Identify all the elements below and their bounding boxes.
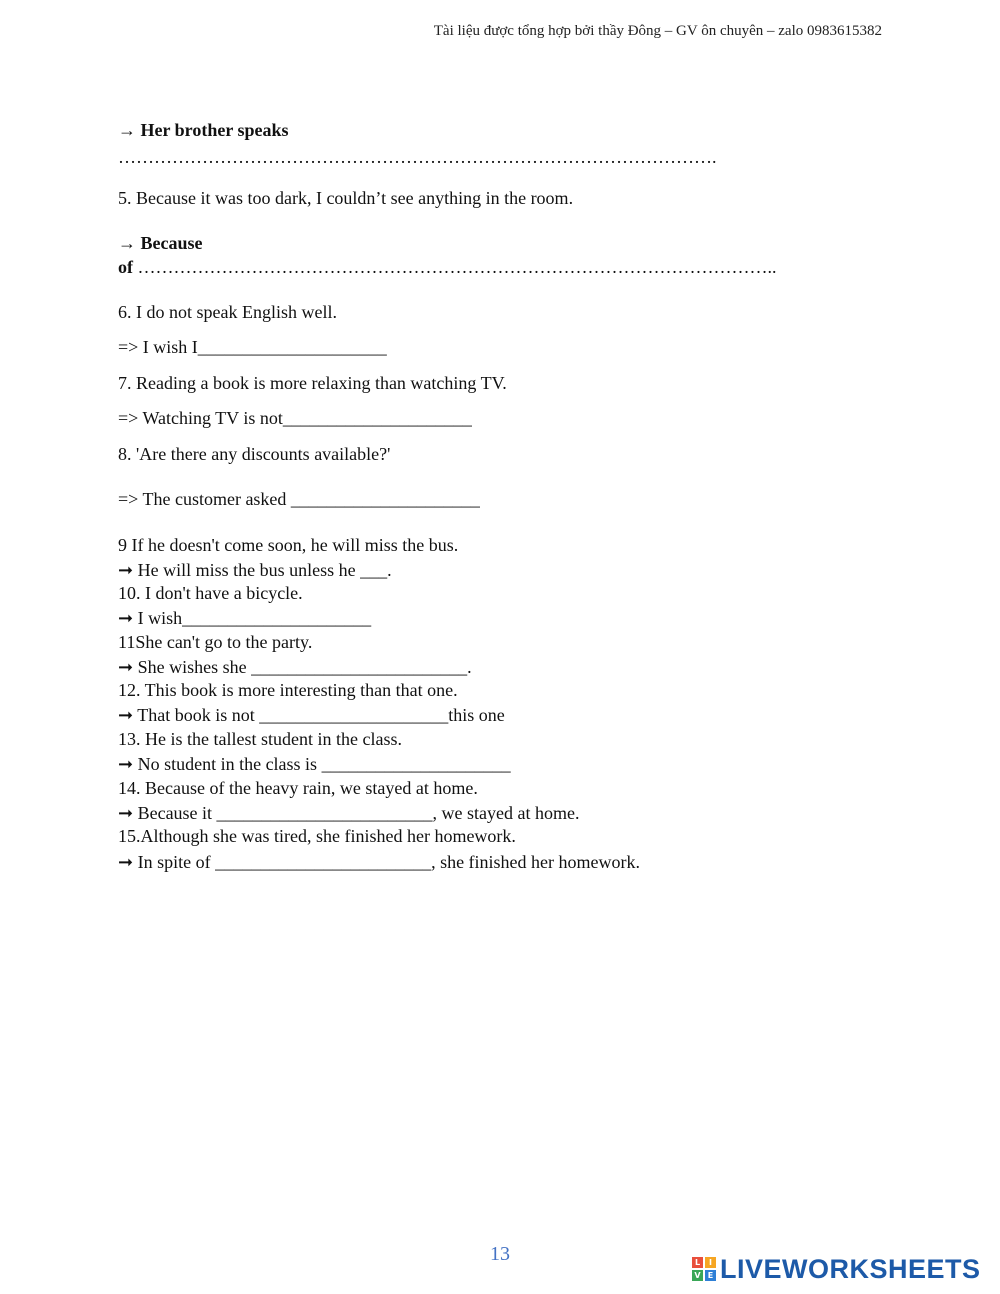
answer-14: ➞ Because it ________________________, we stayed at home. <box>118 803 580 823</box>
liveworksheets-logo[interactable] <box>692 1254 981 1284</box>
answer-11: ➞ She wishes she ________________________. <box>118 657 472 677</box>
answer-15: ➞ In spite of ________________________, she finished her homework. <box>118 852 641 872</box>
question-11: 11She can't go to the party. <box>118 632 313 652</box>
answer-dots-5 <box>118 256 777 278</box>
answer-of-word: of <box>118 257 133 277</box>
answer-9: ➞ He will miss the bus unless he ___. <box>118 560 392 580</box>
page-header: Tài liệu được tổng hợp bởi thầy Đông – GV ôn chuyên – zalo 0983615382 <box>433 23 882 39</box>
question-14: 14. Because of the heavy rain, we stayed at home. <box>118 778 478 798</box>
question-15: 15.Although she was tired, she finished her homework. <box>118 826 516 846</box>
question-13: 13. He is the tallest student in the class. <box>118 729 402 749</box>
answer-10: ➞ I wish_____________________ <box>118 608 372 628</box>
question-8: 8. 'Are there any discounts available?' <box>118 444 391 464</box>
answer-6: => I wish I_____________________ <box>118 337 387 357</box>
answer-dots-4: ………………………………………………………………………………………. <box>118 147 717 167</box>
question-6: 6. I do not speak English well. <box>118 302 337 322</box>
logo-tile-i: I <box>705 1257 716 1268</box>
answer-7: => Watching TV is not_____________________ <box>118 408 472 428</box>
question-7: 7. Reading a book is more relaxing than watching TV. <box>118 373 507 393</box>
answer-13: ➞ No student in the class is _____________________ <box>118 754 511 774</box>
page-number: 13 <box>490 1243 510 1265</box>
liveworksheets-icon <box>692 1257 716 1281</box>
question-9: 9 If he doesn't come soon, he will miss the bus. <box>118 535 459 555</box>
answer-line-5: → Because <box>118 233 203 253</box>
question-12: 12. This book is more interesting than that one. <box>118 680 458 700</box>
answer-12: ➞ That book is not _____________________this one <box>118 705 505 725</box>
answer-dots: …………………………………………………………………………………………….. <box>133 257 777 277</box>
liveworksheets-wordmark: LIVEWORKSHEETS <box>720 1253 981 1284</box>
logo-tile-v: V <box>692 1270 703 1281</box>
answer-line-4: → Her brother speaks <box>118 120 289 140</box>
logo-tile-e: E <box>705 1270 716 1281</box>
question-10: 10. I don't have a bicycle. <box>118 583 303 603</box>
question-5: 5. Because it was too dark, I couldn’t see anything in the room. <box>118 188 574 208</box>
logo-tile-l: L <box>692 1257 703 1268</box>
answer-8: => The customer asked _____________________ <box>118 489 480 509</box>
